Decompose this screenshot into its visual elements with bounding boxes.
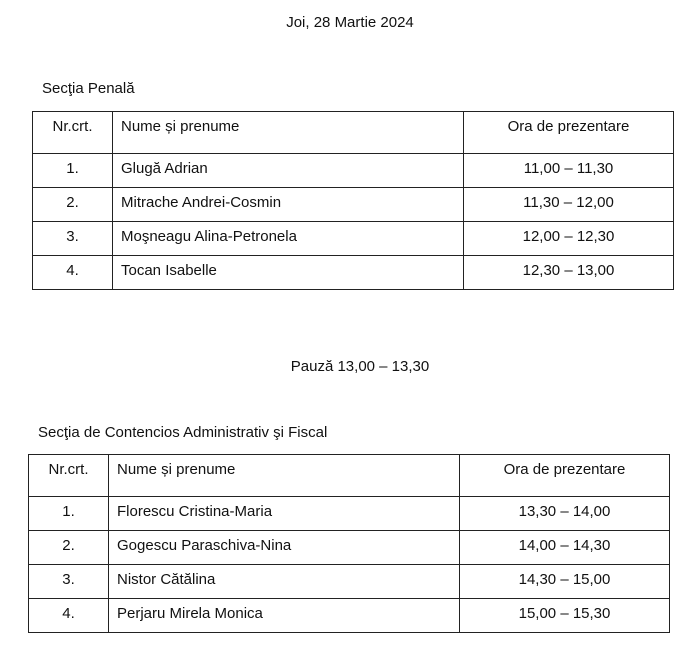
row-nr: 3. xyxy=(33,222,113,256)
table-header-row xyxy=(29,455,670,497)
header-time: Ora de prezentare xyxy=(464,112,674,154)
row-time: 13,30 – 14,00 xyxy=(460,497,670,531)
row-name: Glugă Adrian xyxy=(113,154,464,188)
row-name: Gogescu Paraschiva-Nina xyxy=(109,531,460,565)
table-header-row xyxy=(33,112,674,154)
row-time: 14,30 – 15,00 xyxy=(460,565,670,599)
row-name: Mitrache Andrei-Cosmin xyxy=(113,188,464,222)
header-time: Ora de prezentare xyxy=(460,455,670,497)
row-name: Moşneagu Alina-Petronela xyxy=(113,222,464,256)
row-time: 12,30 – 13,00 xyxy=(464,256,674,290)
table-row xyxy=(29,565,670,599)
row-nr: 4. xyxy=(29,599,109,633)
row-nr: 1. xyxy=(33,154,113,188)
header-name: Nume și prenume xyxy=(109,455,460,497)
row-nr: 2. xyxy=(33,188,113,222)
row-time: 15,00 – 15,30 xyxy=(460,599,670,633)
header-nr: Nr.crt. xyxy=(33,112,113,154)
row-name: Florescu Cristina-Maria xyxy=(109,497,460,531)
row-time: 14,00 – 14,30 xyxy=(460,531,670,565)
row-name: Perjaru Mirela Monica xyxy=(109,599,460,633)
table-row xyxy=(33,222,674,256)
table-row xyxy=(33,154,674,188)
row-name: Tocan Isabelle xyxy=(113,256,464,290)
row-nr: 4. xyxy=(33,256,113,290)
row-nr: 2. xyxy=(29,531,109,565)
row-time: 12,00 – 12,30 xyxy=(464,222,674,256)
table-row xyxy=(29,531,670,565)
date-heading: Joi, 28 Martie 2024 xyxy=(286,14,414,31)
section-title-penala: Secţia Penală xyxy=(42,80,135,97)
row-time: 11,00 – 11,30 xyxy=(464,154,674,188)
section-title-contencios: Secţia de Contencios Administrativ şi Fiscal xyxy=(38,424,328,441)
table-row xyxy=(33,256,674,290)
header-name: Nume și prenume xyxy=(113,112,464,154)
row-nr: 3. xyxy=(29,565,109,599)
table-row xyxy=(33,188,674,222)
table-row xyxy=(29,497,670,531)
row-nr: 1. xyxy=(29,497,109,531)
pause-note: Pauză 13,00 – 13,30 xyxy=(290,358,430,375)
header-nr: Nr.crt. xyxy=(29,455,109,497)
row-time: 11,30 – 12,00 xyxy=(464,188,674,222)
table-row xyxy=(29,599,670,633)
schedule-table-contencios xyxy=(28,454,670,633)
schedule-table-penala xyxy=(32,111,674,290)
row-name: Nistor Cătălina xyxy=(109,565,460,599)
